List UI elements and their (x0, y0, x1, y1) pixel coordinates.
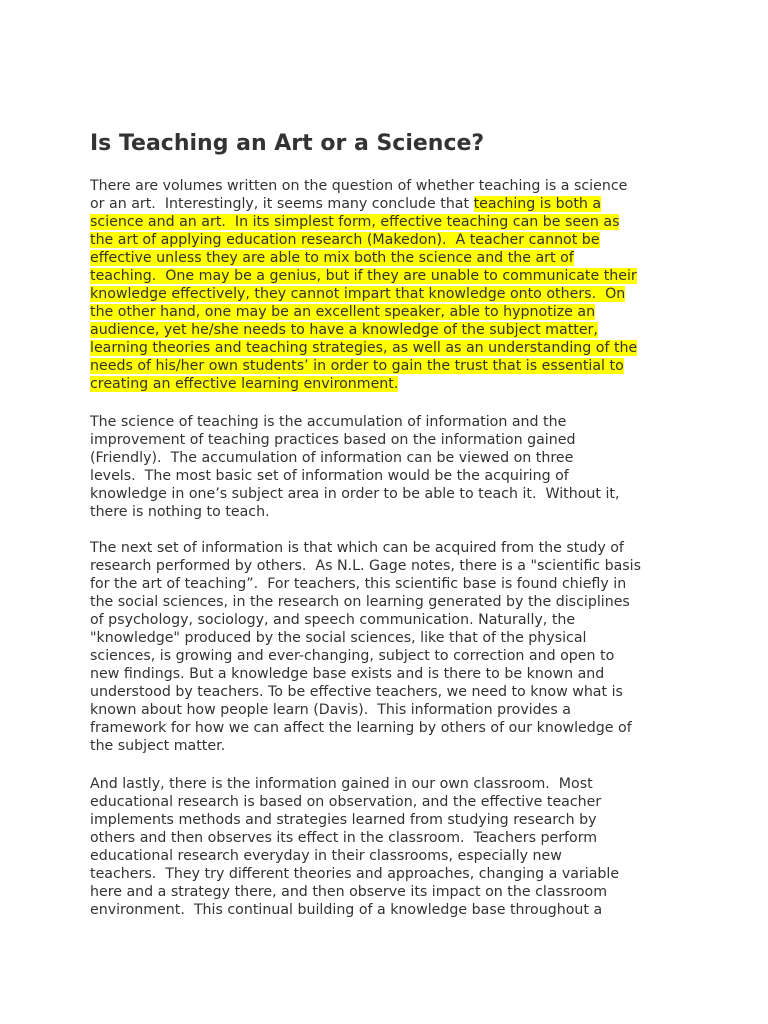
body-text: new findings. But a knowledge base exists and is there to be known and (90, 666, 605, 682)
body-text: implements methods and strategies learned from studying research by (90, 812, 597, 828)
text-line (90, 303, 690, 321)
text-line (90, 413, 690, 431)
text-line (90, 177, 690, 195)
text-line (90, 901, 690, 919)
highlighted-text: science and an art. In its simplest form, effective teaching can be seen as (90, 214, 620, 230)
text-line (90, 285, 690, 303)
text-line (90, 575, 690, 593)
text-line (90, 701, 690, 719)
body-text: knowledge in one’s subject area in order to be able to teach it. Without it, (90, 486, 620, 502)
text-line (90, 611, 690, 629)
text-line (90, 665, 690, 683)
body-text: others and then observes its effect in the classroom. Teachers perform (90, 830, 598, 846)
body-text: The next set of information is that which can be acquired from the study of (90, 540, 624, 556)
highlighted-text: needs of his/her own students’ in order to gain the trust that is essential to (90, 358, 624, 374)
text-line (90, 775, 690, 793)
text-line (90, 267, 690, 285)
body-text: The science of teaching is the accumulation of information and the (90, 414, 567, 430)
body-text: framework for how we can affect the learning by others of our knowledge of (90, 720, 632, 736)
text-line (90, 375, 690, 393)
text-line (90, 847, 690, 865)
document-title: Is Teaching an Art or a Science? (90, 131, 485, 156)
body-text: here and a strategy there, and then observe its impact on the classroom (90, 884, 608, 900)
highlighted-text: creating an effective learning environment. (90, 376, 399, 392)
body-text: there is nothing to teach. (90, 504, 270, 520)
text-line (90, 811, 690, 829)
body-text: There are volumes written on the question of whether teaching is a science (90, 178, 628, 194)
body-text: environment. This continual building of a knowledge base throughout a (90, 902, 603, 918)
text-line (90, 503, 690, 521)
body-text: for the art of teaching”. For teachers, this scientific base is found chiefly in (90, 576, 627, 592)
paragraph (90, 539, 690, 755)
body-text: "knowledge" produced by the social sciences, like that of the physical (90, 630, 587, 646)
text-line (90, 539, 690, 557)
text-line (90, 647, 690, 665)
text-line (90, 231, 690, 249)
text-line (90, 557, 690, 575)
highlighted-text: learning theories and teaching strategies, as well as an understanding of the (90, 340, 638, 356)
body-text: educational research is based on observation, and the effective teacher (90, 794, 602, 810)
text-line (90, 629, 690, 647)
text-line (90, 321, 690, 339)
body-text: improvement of teaching practices based on the information gained (90, 432, 576, 448)
text-line (90, 339, 690, 357)
body-text: understood by teachers. To be effective teachers, we need to know what is (90, 684, 623, 700)
text-line (90, 249, 690, 267)
text-line (90, 883, 690, 901)
highlighted-text: audience, yet he/she needs to have a knowledge of the subject matter, (90, 322, 598, 338)
text-line (90, 865, 690, 883)
text-line (90, 449, 690, 467)
text-line (90, 829, 690, 847)
body-text: And lastly, there is the information gained in our own classroom. Most (90, 776, 593, 792)
body-text: known about how people learn (Davis). This information provides a (90, 702, 571, 718)
text-line (90, 195, 690, 213)
body-text: of psychology, sociology, and speech communication. Naturally, the (90, 612, 576, 628)
text-line (90, 357, 690, 375)
text-line (90, 719, 690, 737)
body-text: the subject matter. (90, 738, 226, 754)
highlighted-text: effective unless they are able to mix both the science and the art of (90, 250, 574, 266)
body-text: teachers. They try different theories and approaches, changing a variable (90, 866, 620, 882)
text-line (90, 737, 690, 755)
body-text: sciences, is growing and ever-changing, subject to correction and open to (90, 648, 615, 664)
text-line (90, 431, 690, 449)
paragraph (90, 775, 690, 919)
text-line (90, 467, 690, 485)
body-text: (Friendly). The accumulation of information can be viewed on three (90, 450, 574, 466)
highlighted-text: the other hand, one may be an excellent speaker, able to hypnotize an (90, 304, 596, 320)
text-line (90, 485, 690, 503)
body-text: the social sciences, in the research on learning generated by the disciplines (90, 594, 630, 610)
highlighted-text: the art of applying education research (Makedon). A teacher cannot be (90, 232, 600, 248)
body-text: educational research everyday in their classrooms, especially new (90, 848, 562, 864)
body-text: research performed by others. As N.L. Gage notes, there is a "scientific basis (90, 558, 642, 574)
paragraph (90, 177, 690, 393)
text-line (90, 683, 690, 701)
paragraph (90, 413, 690, 521)
highlighted-text: knowledge effectively, they cannot impart that knowledge onto others. On (90, 286, 626, 302)
text-line (90, 213, 690, 231)
body-text: or an art. Interestingly, it seems many conclude that (90, 196, 474, 212)
highlighted-text: teaching is both a (473, 196, 602, 212)
text-line (90, 793, 690, 811)
text-line (90, 593, 690, 611)
body-text: levels. The most basic set of information would be the acquiring of (90, 468, 569, 484)
highlighted-text: teaching. One may be a genius, but if they are unable to communicate their (90, 268, 637, 284)
